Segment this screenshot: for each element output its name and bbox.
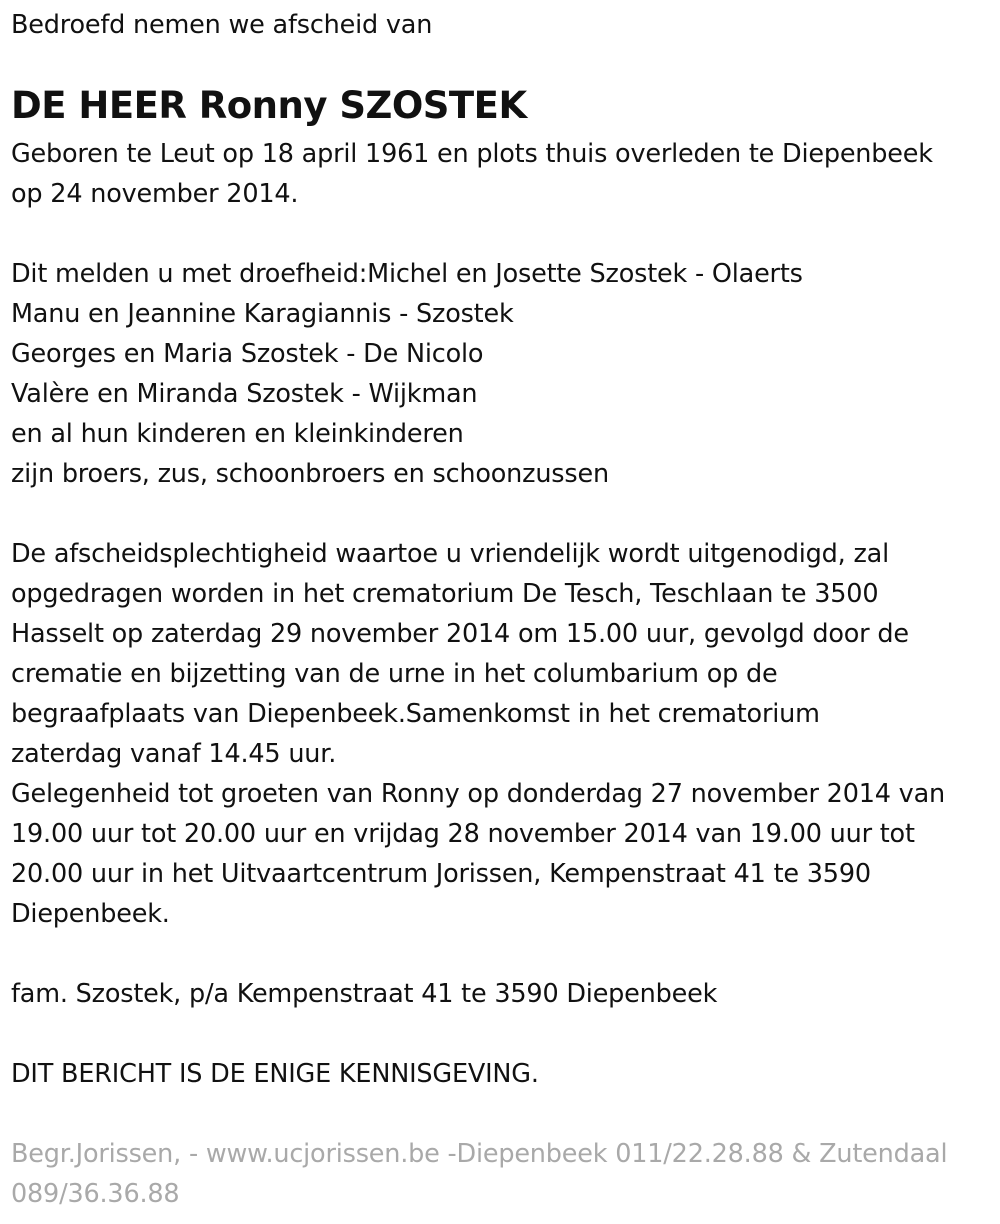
- ceremony-line: Diepenbeek.: [11, 899, 170, 929]
- family-line: en al hun kinderen en kleinkinderen: [11, 419, 464, 449]
- ceremony-line: zaterdag vanaf 14.45 uur.: [11, 739, 337, 769]
- ceremony-line: opgedragen worden in het crematorium De Tesch, Teschlaan te 3500: [11, 579, 879, 609]
- ceremony-line: Hasselt op zaterdag 29 november 2014 om 15.00 uur, gevolgd door de: [11, 619, 909, 649]
- ceremony-line: crematie en bijzetting van de urne in het columbarium op de: [11, 659, 778, 689]
- birth-line: Geboren te Leut op 18 april 1961 en plots thuis overleden te Diepenbeek: [11, 139, 933, 169]
- notice-statement: [11, 1054, 539, 1094]
- address-line: fam. Szostek, p/a Kempenstraat 41 te 3590 Diepenbeek: [11, 979, 718, 1009]
- family-address: [11, 974, 717, 1014]
- footer-line: Begr.Jorissen, - www.ucjorissen.be -Diepenbeek 011/22.28.88 & Zutendaal: [11, 1139, 948, 1169]
- family-list: [11, 254, 803, 494]
- ceremony-line: De afscheidsplechtigheid waartoe u vriendelijk wordt uitgenodigd, zal: [11, 539, 889, 569]
- birth-death-info: [11, 134, 933, 214]
- family-line: Manu en Jeannine Karagiannis - Szostek: [11, 299, 514, 329]
- family-line: Georges en Maria Szostek - De Nicolo: [11, 339, 484, 369]
- footer-line: 089/36.36.88: [11, 1179, 180, 1209]
- family-line: Valère en Miranda Szostek - Wijkman: [11, 379, 478, 409]
- ceremony-line: begraafplaats van Diepenbeek.Samenkomst in het crematorium: [11, 699, 820, 729]
- ceremony-line: Gelegenheid tot groeten van Ronny op donderdag 27 november 2014 van: [11, 779, 945, 809]
- intro-text: Bedroefd nemen we afscheid van: [11, 10, 433, 40]
- notice-line: DIT BERICHT IS DE ENIGE KENNISGEVING.: [11, 1059, 539, 1089]
- ceremony-line: 20.00 uur in het Uitvaartcentrum Jorissen, Kempenstraat 41 te 3590: [11, 859, 871, 889]
- birth-line: op 24 november 2014.: [11, 179, 299, 209]
- deceased-name: DE HEER Ronny SZOSTEK: [11, 84, 527, 127]
- ceremony-info: [11, 534, 945, 934]
- ceremony-line: 19.00 uur tot 20.00 uur en vrijdag 28 november 2014 van 19.00 uur tot: [11, 819, 915, 849]
- family-line: zijn broers, zus, schoonbroers en schoonzussen: [11, 459, 609, 489]
- funeral-home-footer: [11, 1134, 947, 1214]
- family-line: Dit melden u met droefheid:Michel en Josette Szostek - Olaerts: [11, 259, 803, 289]
